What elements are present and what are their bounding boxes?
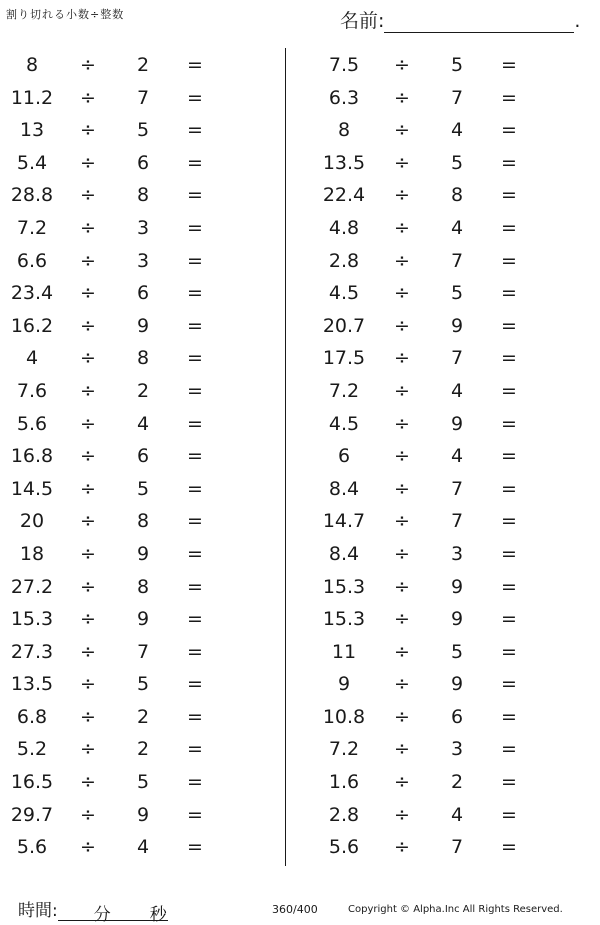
divisor: 5 — [136, 119, 150, 142]
divisor: 9 — [450, 314, 464, 337]
problem-row — [300, 178, 600, 211]
divisor: 5 — [136, 477, 150, 500]
equals-sign: = — [501, 445, 517, 468]
equals-sign: = — [187, 836, 203, 859]
divisor: 3 — [450, 738, 464, 761]
problem-row — [0, 798, 300, 831]
equals-sign: = — [187, 151, 203, 174]
equals-sign: = — [187, 86, 203, 109]
division-sign: ÷ — [80, 640, 96, 663]
divisor: 9 — [136, 608, 150, 631]
dividend: 13.5 — [10, 673, 54, 696]
problem-row — [300, 309, 600, 342]
divisor: 7 — [450, 249, 464, 272]
dividend: 28.8 — [10, 184, 54, 207]
problem-row — [300, 830, 600, 863]
dividend: 20 — [19, 510, 45, 533]
division-sign: ÷ — [80, 445, 96, 468]
division-sign: ÷ — [394, 347, 410, 370]
problem-row — [300, 732, 600, 765]
problem-column-left — [0, 48, 300, 863]
division-sign: ÷ — [394, 216, 410, 239]
division-sign: ÷ — [80, 314, 96, 337]
problem-row — [0, 48, 300, 81]
problem-row — [0, 341, 300, 374]
problem-row — [0, 765, 300, 798]
division-sign: ÷ — [80, 282, 96, 305]
divisor: 9 — [450, 575, 464, 598]
problem-row — [300, 113, 600, 146]
time-field — [18, 896, 168, 925]
problem-row — [0, 700, 300, 733]
page-number: 360/400 — [272, 903, 318, 916]
equals-sign: = — [501, 640, 517, 663]
problem-row — [0, 732, 300, 765]
problem-row — [300, 537, 600, 570]
dividend: 27.3 — [10, 640, 54, 663]
equals-sign: = — [187, 282, 203, 305]
problem-row — [300, 374, 600, 407]
dividend: 7.2 — [328, 738, 360, 761]
problem-row — [0, 81, 300, 114]
divisor: 7 — [450, 347, 464, 370]
equals-sign: = — [501, 86, 517, 109]
division-sign: ÷ — [394, 608, 410, 631]
divisor: 4 — [450, 803, 464, 826]
divisor: 3 — [136, 216, 150, 239]
problem-row — [300, 276, 600, 309]
equals-sign: = — [187, 445, 203, 468]
equals-sign: = — [501, 184, 517, 207]
dividend: 20.7 — [322, 314, 366, 337]
equals-sign: = — [187, 119, 203, 142]
dividend: 5.4 — [16, 151, 48, 174]
dividend: 5.6 — [16, 836, 48, 859]
problem-row — [0, 146, 300, 179]
problem-row — [300, 602, 600, 635]
divisor: 4 — [450, 445, 464, 468]
problem-row — [300, 407, 600, 440]
division-sign: ÷ — [80, 347, 96, 370]
divisor: 8 — [450, 184, 464, 207]
worksheet-title: 割り切れる小数÷整数 — [6, 8, 125, 21]
division-sign: ÷ — [394, 836, 410, 859]
divisor: 2 — [136, 705, 150, 728]
problem-row — [300, 211, 600, 244]
divisor: 3 — [136, 249, 150, 272]
dividend: 5.6 — [16, 412, 48, 435]
dividend: 14.5 — [10, 477, 54, 500]
division-sign: ÷ — [80, 738, 96, 761]
problem-row — [0, 276, 300, 309]
division-sign: ÷ — [394, 249, 410, 272]
division-sign: ÷ — [80, 216, 96, 239]
equals-sign: = — [187, 803, 203, 826]
name-label: 名前: — [340, 10, 385, 32]
equals-sign: = — [187, 705, 203, 728]
dividend: 4.8 — [328, 216, 360, 239]
division-sign: ÷ — [394, 86, 410, 109]
divisor: 7 — [450, 477, 464, 500]
equals-sign: = — [187, 477, 203, 500]
division-sign: ÷ — [394, 445, 410, 468]
equals-sign: = — [187, 249, 203, 272]
equals-sign: = — [501, 379, 517, 402]
equals-sign: = — [187, 542, 203, 565]
equals-sign: = — [501, 54, 517, 76]
division-sign: ÷ — [394, 282, 410, 305]
divisor: 9 — [136, 542, 150, 565]
dividend: 8 — [337, 119, 351, 142]
divisor: 3 — [450, 542, 464, 565]
problem-row — [0, 374, 300, 407]
dividend: 13 — [19, 119, 45, 142]
dividend: 10.8 — [322, 705, 366, 728]
equals-sign: = — [501, 673, 517, 696]
dividend: 2.8 — [328, 803, 360, 826]
equals-sign: = — [501, 119, 517, 142]
divisor: 9 — [136, 803, 150, 826]
dividend: 7.2 — [16, 216, 48, 239]
dividend: 1.6 — [328, 771, 360, 794]
name-blank-line[interactable] — [384, 12, 574, 33]
division-sign: ÷ — [80, 412, 96, 435]
equals-sign: = — [187, 184, 203, 207]
equals-sign: = — [501, 575, 517, 598]
problem-row — [0, 211, 300, 244]
division-sign: ÷ — [394, 640, 410, 663]
division-sign: ÷ — [394, 771, 410, 794]
divisor: 8 — [136, 347, 150, 370]
equals-sign: = — [501, 477, 517, 500]
divisor: 6 — [136, 445, 150, 468]
dividend: 8 — [25, 54, 39, 76]
dividend: 14.7 — [322, 510, 366, 533]
equals-sign: = — [187, 608, 203, 631]
division-sign: ÷ — [80, 836, 96, 859]
dividend: 6.6 — [16, 249, 48, 272]
equals-sign: = — [501, 738, 517, 761]
dividend: 4 — [25, 347, 39, 370]
problem-row — [0, 537, 300, 570]
divisor: 8 — [136, 575, 150, 598]
equals-sign: = — [187, 347, 203, 370]
division-sign: ÷ — [394, 314, 410, 337]
divisor: 9 — [450, 608, 464, 631]
dividend: 22.4 — [322, 184, 366, 207]
dividend: 27.2 — [10, 575, 54, 598]
problem-row — [300, 439, 600, 472]
division-sign: ÷ — [394, 705, 410, 728]
divisor: 7 — [450, 836, 464, 859]
division-sign: ÷ — [394, 54, 410, 76]
dividend: 7.2 — [328, 379, 360, 402]
equals-sign: = — [187, 412, 203, 435]
division-sign: ÷ — [80, 119, 96, 142]
division-sign: ÷ — [394, 575, 410, 598]
dividend: 15.3 — [10, 608, 54, 631]
problem-row — [300, 81, 600, 114]
dividend: 29.7 — [10, 803, 54, 826]
dividend: 5.6 — [328, 836, 360, 859]
problem-column-right — [300, 48, 600, 863]
division-sign: ÷ — [80, 705, 96, 728]
problem-row — [300, 146, 600, 179]
problem-row — [300, 504, 600, 537]
divisor: 9 — [450, 673, 464, 696]
name-field — [340, 6, 580, 33]
dividend: 16.2 — [10, 314, 54, 337]
divisor: 4 — [450, 379, 464, 402]
dividend: 5.2 — [16, 738, 48, 761]
dividend: 8.4 — [328, 542, 360, 565]
division-sign: ÷ — [394, 412, 410, 435]
problem-row — [0, 407, 300, 440]
problem-row — [300, 765, 600, 798]
dividend: 15.3 — [322, 608, 366, 631]
problem-row — [300, 570, 600, 603]
problem-row — [0, 830, 300, 863]
divisor: 5 — [136, 771, 150, 794]
dividend: 4.5 — [328, 282, 360, 305]
divisor: 8 — [136, 510, 150, 533]
divisor: 5 — [450, 151, 464, 174]
divisor: 2 — [450, 771, 464, 794]
equals-sign: = — [501, 314, 517, 337]
equals-sign: = — [501, 510, 517, 533]
problem-row — [300, 667, 600, 700]
divisor: 9 — [450, 412, 464, 435]
divisor: 4 — [450, 216, 464, 239]
divisor: 8 — [136, 184, 150, 207]
time-label: 時間: — [18, 901, 58, 921]
problem-row — [300, 341, 600, 374]
copyright-notice: Copyright © Alpha.Inc All Rights Reserved. — [348, 904, 563, 915]
problem-row — [0, 244, 300, 277]
dividend: 2.8 — [328, 249, 360, 272]
problem-row — [0, 178, 300, 211]
division-sign: ÷ — [394, 510, 410, 533]
division-sign: ÷ — [394, 119, 410, 142]
division-sign: ÷ — [394, 477, 410, 500]
dividend: 6.8 — [16, 705, 48, 728]
problem-row — [0, 635, 300, 668]
divisor: 4 — [136, 836, 150, 859]
dividend: 16.5 — [10, 771, 54, 794]
equals-sign: = — [501, 836, 517, 859]
divisor: 6 — [136, 151, 150, 174]
dividend: 7.5 — [328, 54, 360, 76]
division-sign: ÷ — [394, 673, 410, 696]
division-sign: ÷ — [394, 184, 410, 207]
equals-sign: = — [187, 510, 203, 533]
division-sign: ÷ — [394, 151, 410, 174]
problem-row — [300, 244, 600, 277]
divisor: 5 — [136, 673, 150, 696]
divisor: 4 — [136, 412, 150, 435]
dividend: 7.6 — [16, 379, 48, 402]
time-blank-line[interactable] — [58, 902, 168, 925]
dividend: 16.8 — [10, 445, 54, 468]
dividend: 11.2 — [10, 86, 54, 109]
divisor: 9 — [136, 314, 150, 337]
dividend: 8.4 — [328, 477, 360, 500]
equals-sign: = — [501, 412, 517, 435]
division-sign: ÷ — [80, 379, 96, 402]
seconds-unit: 秒 — [149, 905, 167, 925]
divisor: 6 — [450, 705, 464, 728]
divisor: 7 — [136, 86, 150, 109]
problem-row — [0, 504, 300, 537]
division-sign: ÷ — [80, 771, 96, 794]
problem-row — [0, 602, 300, 635]
problem-row — [300, 700, 600, 733]
divisor: 4 — [450, 119, 464, 142]
division-sign: ÷ — [80, 510, 96, 533]
dividend: 23.4 — [10, 282, 54, 305]
equals-sign: = — [187, 379, 203, 402]
division-sign: ÷ — [80, 673, 96, 696]
problem-row — [300, 635, 600, 668]
dividend: 17.5 — [322, 347, 366, 370]
equals-sign: = — [501, 608, 517, 631]
division-sign: ÷ — [394, 379, 410, 402]
problem-row — [0, 113, 300, 146]
name-end-mark: . — [574, 10, 581, 32]
problem-row — [0, 570, 300, 603]
equals-sign: = — [501, 771, 517, 794]
dividend: 6 — [337, 445, 351, 468]
equals-sign: = — [501, 705, 517, 728]
division-sign: ÷ — [80, 54, 96, 76]
equals-sign: = — [187, 54, 203, 76]
division-sign: ÷ — [80, 86, 96, 109]
equals-sign: = — [187, 216, 203, 239]
division-sign: ÷ — [80, 249, 96, 272]
division-sign: ÷ — [80, 608, 96, 631]
problem-row — [0, 309, 300, 342]
division-sign: ÷ — [394, 542, 410, 565]
dividend: 4.5 — [328, 412, 360, 435]
equals-sign: = — [187, 738, 203, 761]
minutes-unit: 分 — [93, 905, 111, 925]
divisor: 7 — [136, 640, 150, 663]
dividend: 15.3 — [322, 575, 366, 598]
dividend: 11 — [331, 640, 357, 663]
divisor: 2 — [136, 54, 150, 76]
equals-sign: = — [501, 216, 517, 239]
equals-sign: = — [187, 673, 203, 696]
problem-row — [0, 667, 300, 700]
divisor: 5 — [450, 282, 464, 305]
problem-row — [300, 472, 600, 505]
divisor: 2 — [136, 379, 150, 402]
divisor: 7 — [450, 510, 464, 533]
division-sign: ÷ — [80, 184, 96, 207]
divisor: 5 — [450, 54, 464, 76]
column-divider — [285, 48, 286, 866]
division-sign: ÷ — [80, 542, 96, 565]
dividend: 9 — [337, 673, 351, 696]
dividend: 6.3 — [328, 86, 360, 109]
problem-row — [300, 48, 600, 81]
equals-sign: = — [501, 249, 517, 272]
division-sign: ÷ — [394, 803, 410, 826]
division-sign: ÷ — [80, 803, 96, 826]
division-sign: ÷ — [80, 477, 96, 500]
problem-row — [300, 798, 600, 831]
division-sign: ÷ — [80, 151, 96, 174]
problem-row — [0, 472, 300, 505]
equals-sign: = — [501, 282, 517, 305]
divisor: 7 — [450, 86, 464, 109]
equals-sign: = — [501, 347, 517, 370]
division-sign: ÷ — [80, 575, 96, 598]
equals-sign: = — [187, 640, 203, 663]
divisor: 6 — [136, 282, 150, 305]
division-sign: ÷ — [394, 738, 410, 761]
equals-sign: = — [501, 542, 517, 565]
dividend: 18 — [19, 542, 45, 565]
equals-sign: = — [501, 151, 517, 174]
equals-sign: = — [501, 803, 517, 826]
divisor: 5 — [450, 640, 464, 663]
divisor: 2 — [136, 738, 150, 761]
equals-sign: = — [187, 314, 203, 337]
problem-row — [0, 439, 300, 472]
equals-sign: = — [187, 771, 203, 794]
dividend: 13.5 — [322, 151, 366, 174]
equals-sign: = — [187, 575, 203, 598]
